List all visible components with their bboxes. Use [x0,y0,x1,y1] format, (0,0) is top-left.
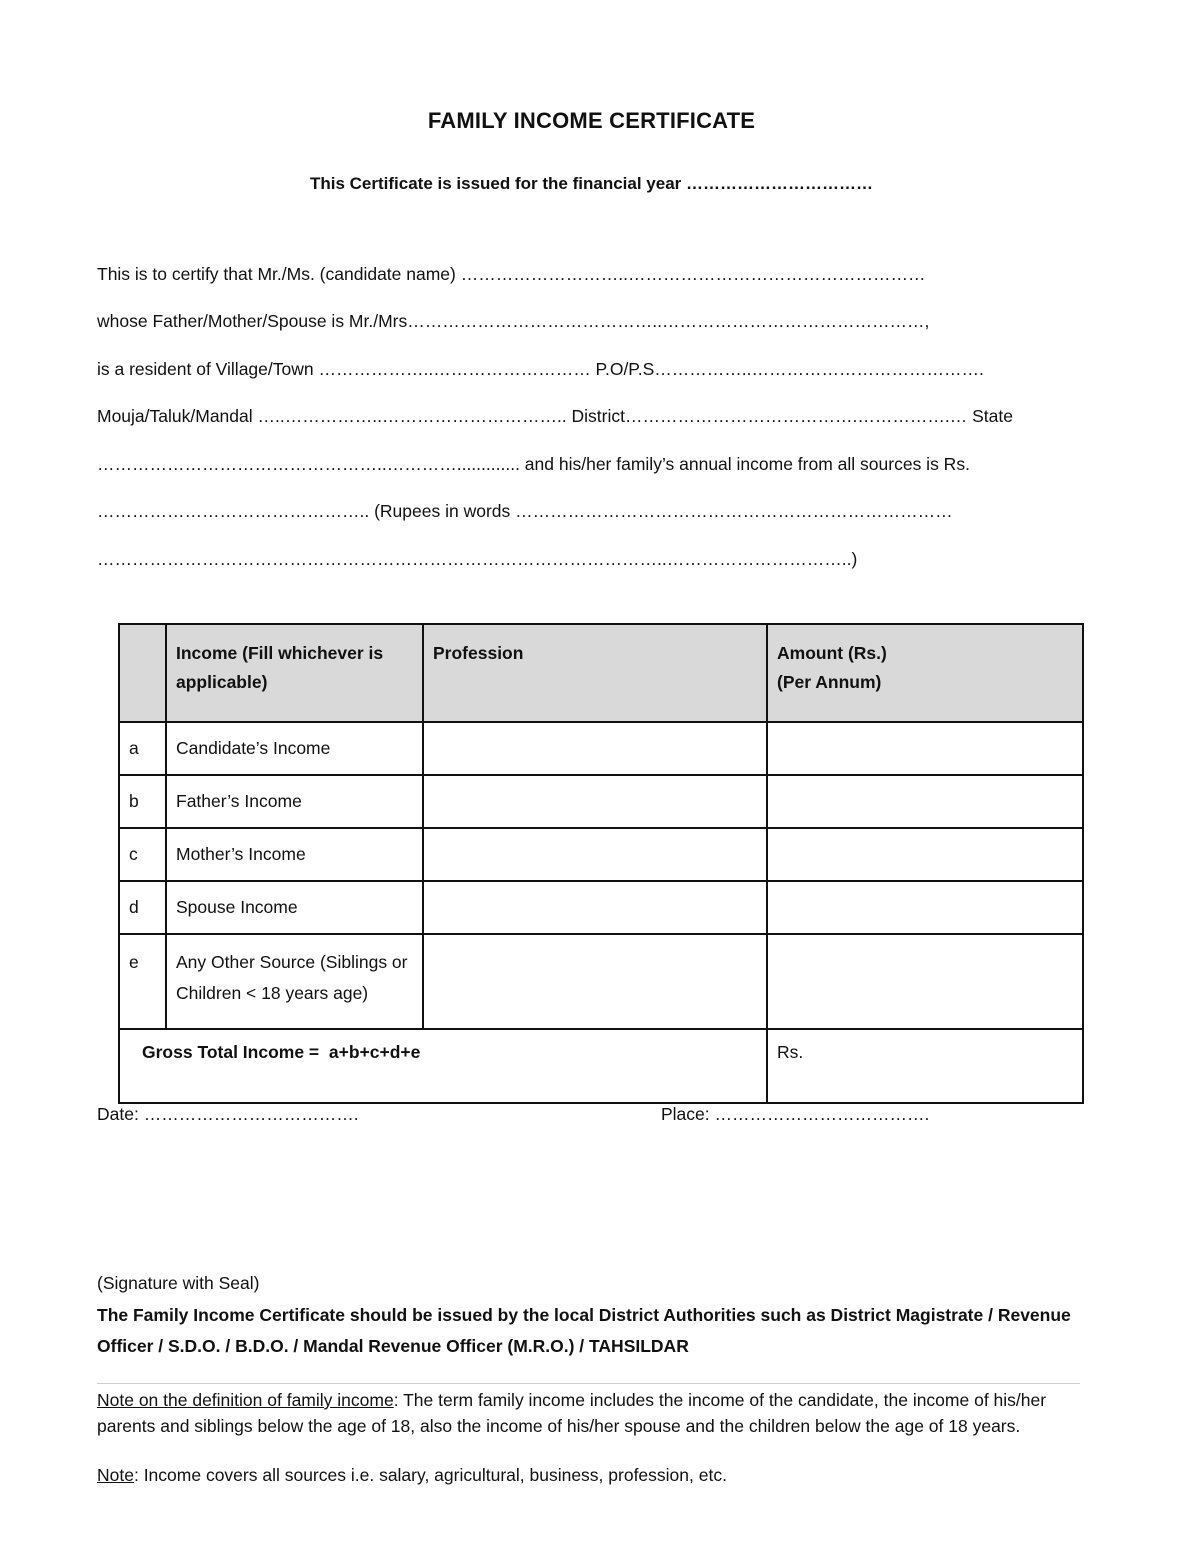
place-field: Place: ………………………………. [661,1104,930,1124]
header-amount-line1: Amount (Rs.) [777,643,887,663]
note-label: Note on the definition of family income [97,1390,394,1410]
row-letter: c [119,828,166,881]
note-text: : The term family income includes the income of the candidate, the income of his/her parents and siblings below the age of 18, also the income of his/her spouse and the children below the age of 18 years. [97,1390,1047,1436]
signature-label: (Signature with Seal) [97,1273,260,1293]
row-letter: a [119,722,166,775]
income-sources-note [97,1465,727,1486]
residence-line: is a resident of Village/Town ………………..……………………… P.O/P.S……………..…………………………………. [97,359,984,379]
rupees-in-words-line: ……………………………………….. (Rupees in words ………………………………………………………………… [97,501,953,521]
row-letter: e [119,934,166,1029]
note-label: Note [97,1465,134,1485]
table-row [119,775,1083,828]
amount-cell[interactable] [767,828,1083,881]
profession-cell[interactable] [423,722,767,775]
header-profession: Profession [423,624,767,722]
header-blank-cell [119,624,166,722]
parent-spouse-line: whose Father/Mother/Spouse is Mr./Mrs……………………………………..………………………………………, [97,311,930,331]
mouja-district-line: Mouja/Taluk/Mandal …..……………..………………………….. District………………………………….…………….… State [97,406,1013,426]
table-header-row [119,624,1083,722]
gross-total-label: Gross Total Income = a+b+c+d+e [119,1029,767,1103]
profession-cell[interactable] [423,881,767,934]
divider [97,1383,1080,1384]
row-label: Father’s Income [166,775,423,828]
income-table [118,623,1084,1104]
amount-cell[interactable] [767,934,1083,1029]
family-income-note [97,1387,1082,1439]
table-row [119,881,1083,934]
candidate-name-line: This is to certify that Mr./Ms. (candidate name) ………………………..…………………………………………… [97,264,926,284]
financial-year-line: This Certificate is issued for the financial year …………………………… [309,174,873,193]
table-row [119,828,1083,881]
profession-cell[interactable] [423,934,767,1029]
profession-cell[interactable] [423,828,767,881]
amount-cell[interactable] [767,722,1083,775]
table-row [119,934,1083,1029]
amount-cell[interactable] [767,881,1083,934]
row-label: Candidate’s Income [166,722,423,775]
row-letter: d [119,881,166,934]
table-row [119,722,1083,775]
note-text: : Income covers all sources i.e. salary, agricultural, business, profession, etc. [133,1465,727,1485]
date-field: Date: ………………………………. [97,1104,359,1124]
gross-total-row [119,1029,1083,1103]
gross-total-amount[interactable]: Rs. [767,1029,1083,1103]
header-amount [767,624,1083,722]
profession-cell[interactable] [423,775,767,828]
header-income: Income (Fill whichever is applicable) [166,624,423,722]
amount-cell[interactable] [767,775,1083,828]
page-title: FAMILY INCOME CERTIFICATE [427,108,756,133]
annual-income-line: …………………………………………..…………............. and his/her family’s annual income from all sources is Rs. [97,454,970,474]
row-letter: b [119,775,166,828]
row-label: Spouse Income [166,881,423,934]
row-label: Any Other Source (Siblings or Children < 18 years age) [166,934,423,1029]
row-label: Mother’s Income [166,828,423,881]
rupees-in-words-continuation: ……………………………………………………………………………………..…………………………..) [97,549,858,569]
authority-note: The Family Income Certificate should be issued by the local District Authorities such as District Magistrate / Revenue Officer / S.D.O. / B.D.O. / Mandal Revenue Officer (M.R.O.) / TAHSILDAR [97,1305,1071,1356]
header-amount-line2: (Per Annum) [777,672,882,692]
